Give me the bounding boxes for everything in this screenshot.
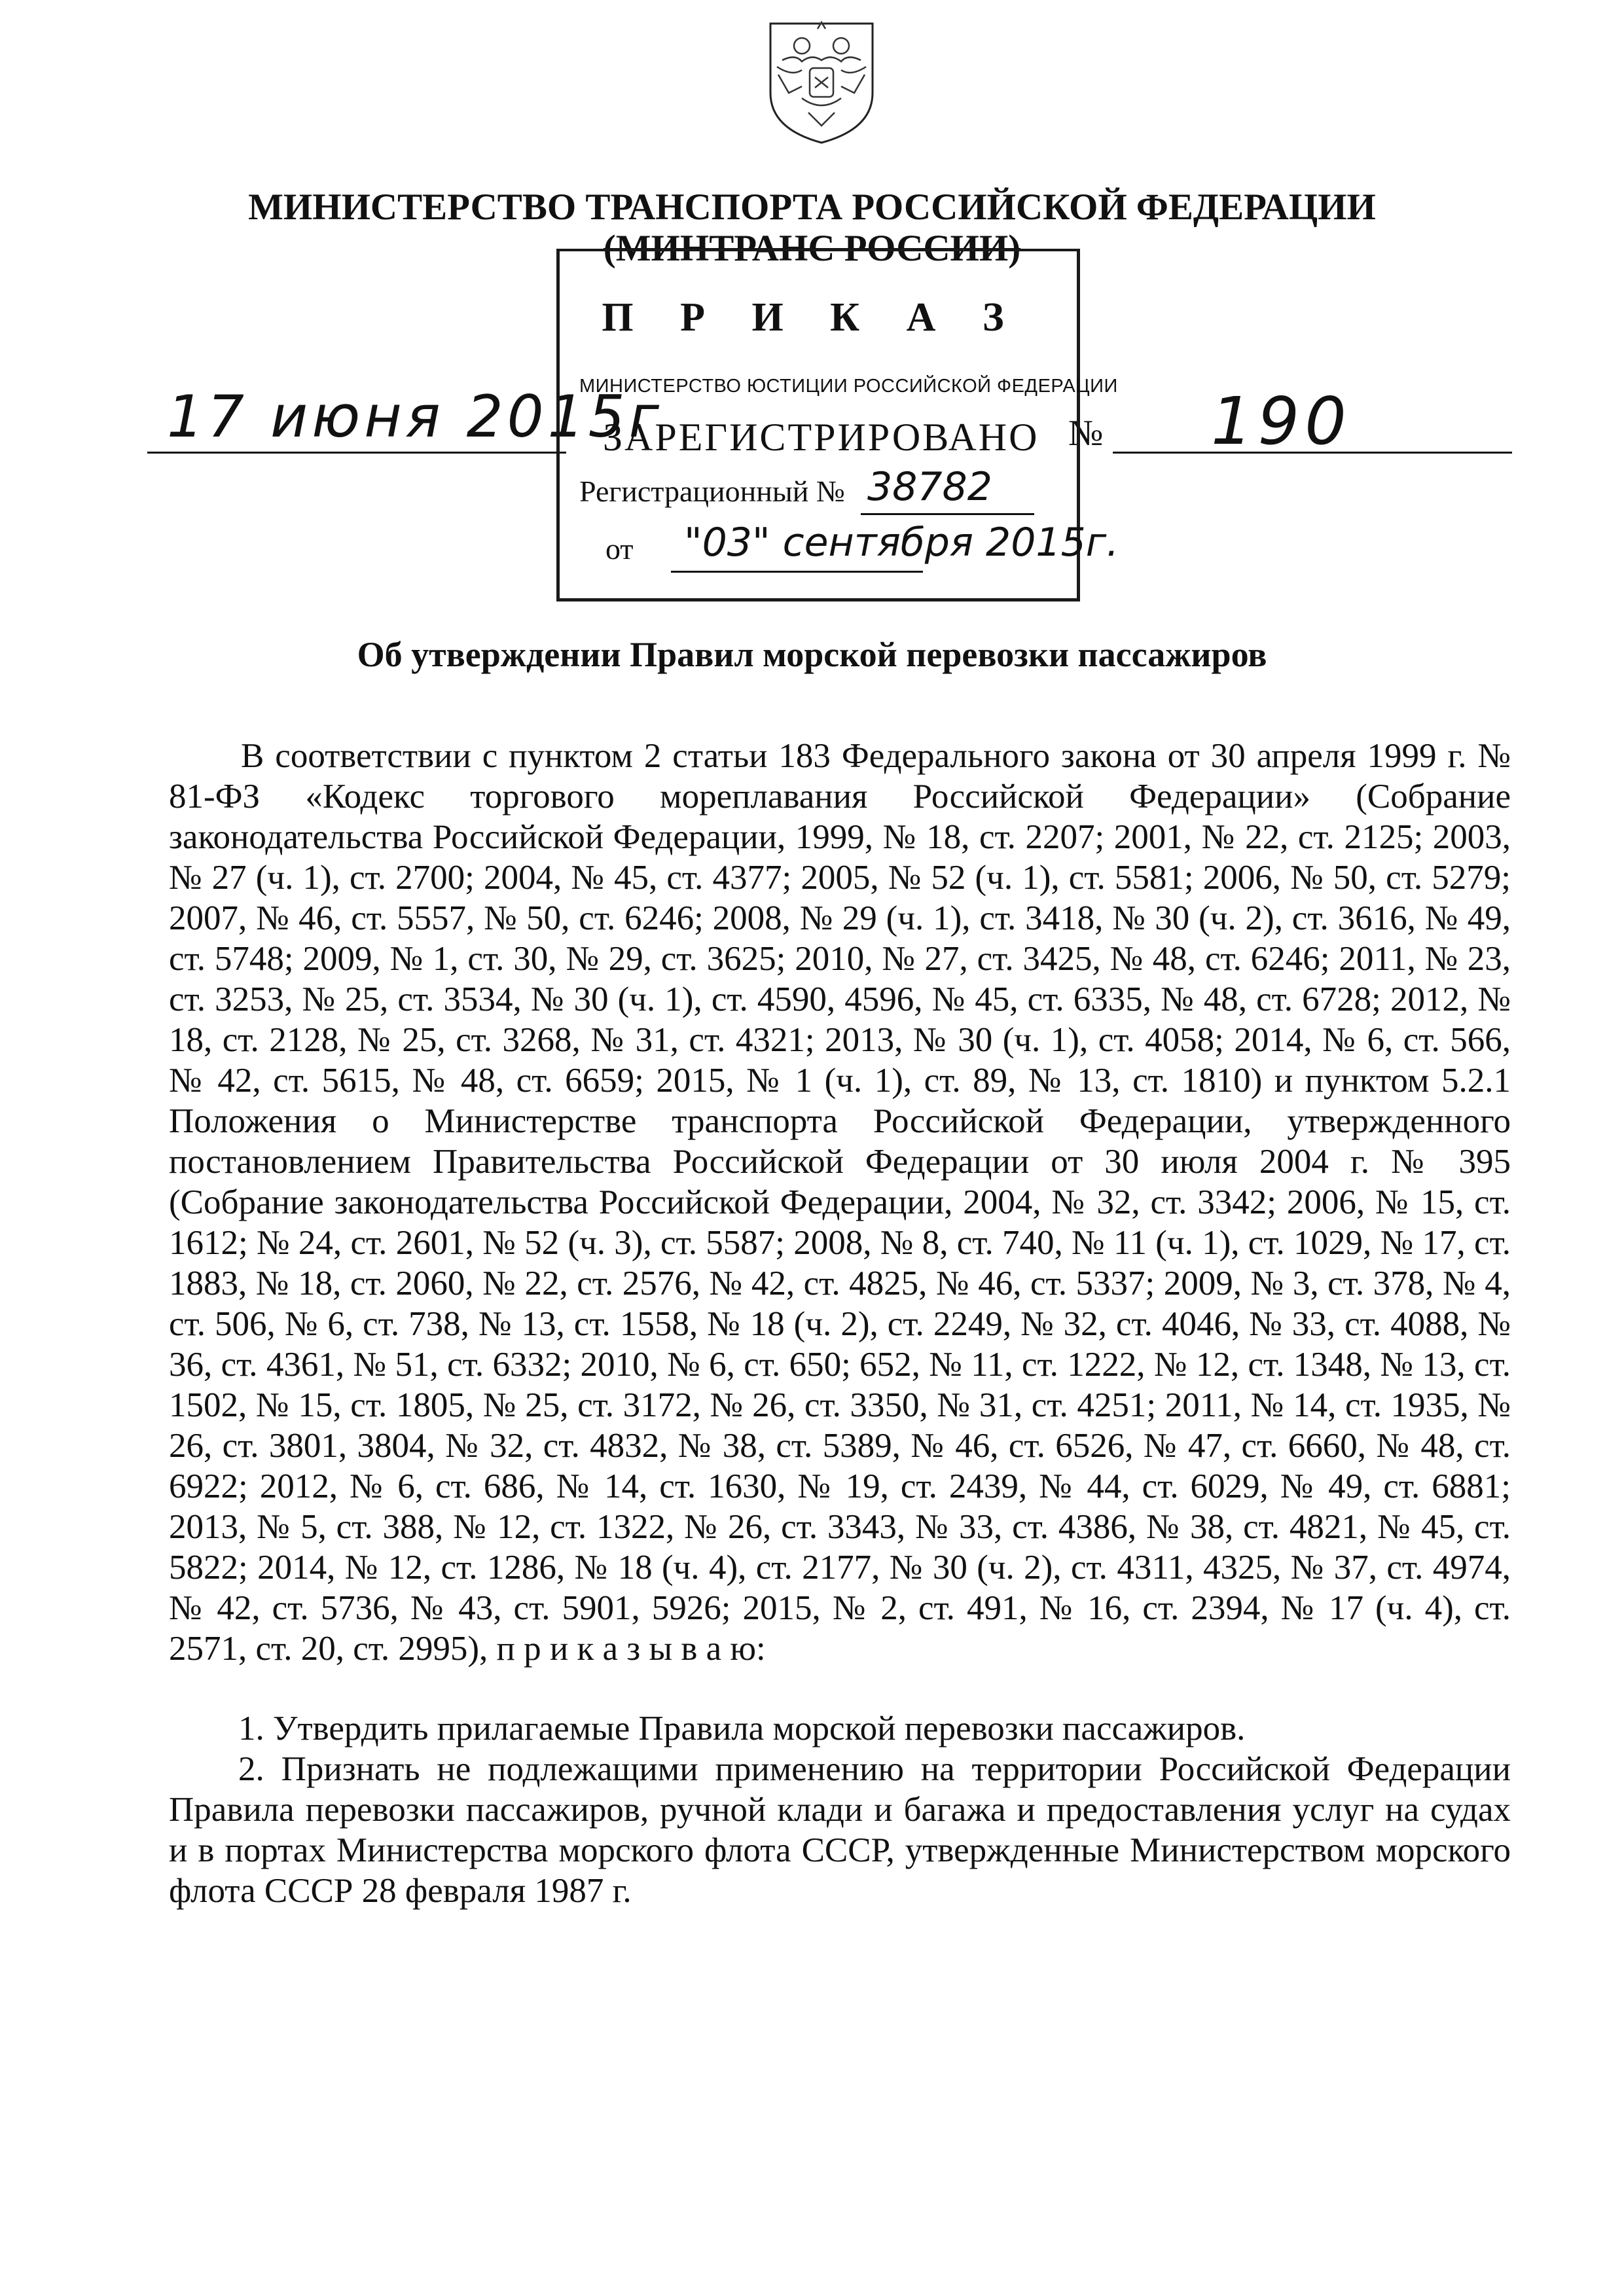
order-number: 190 — [1211, 383, 1352, 459]
stamp-reg-number: 38782 — [867, 464, 992, 510]
stamp-date-underline — [671, 571, 923, 573]
coat-of-arms-icon — [763, 14, 880, 145]
stamp-date: "03" сентября 2015г. — [684, 520, 1119, 565]
document-type: П Р И К А З — [602, 295, 1022, 340]
order-item-2: 2. Признать не подлежащими применению на территории Российской Федерации Правила перевозки пассажиров, ручной клади и багажа и предоставления услуг на судах и в портах Министерства морского флота СССР, утвержденные Министерством морского флота СССР 28 февраля 1987 г. — [169, 1750, 1511, 1910]
stamp-reg-underline — [861, 513, 1034, 515]
registration-stamp — [556, 249, 1119, 601]
stamp-ministry: МИНИСТЕРСТВО ЮСТИЦИИ РОССИЙСКОЙ ФЕДЕРАЦИИ — [579, 376, 1118, 397]
order-date: 17 июня 2015г — [167, 383, 663, 450]
stamp-date-prefix: от — [605, 532, 634, 565]
number-sign: № — [1068, 413, 1104, 454]
order-item-1: 1. Утвердить прилагаемые Правила морской перевозки пассажиров. — [238, 1710, 1246, 1748]
stamp-reg-label: Регистрационный № — [579, 475, 845, 508]
preamble-paragraph: В соответствии с пунктом 2 статьи 183 Федерального закона от 30 апреля 1999 г. № 81-ФЗ «Кодекс торгового мореплавания Российской Федерации» (Собрание законодательства Российской Федерации, 1999, № 18, ст. 2207; 2001, № 22, ст. 2125; 2003, № 27 (ч. 1), ст. 2700; 2004, № 45, ст. 4377; 2005, № 52 (ч. 1), ст. 5581; 2006, № 50, ст. 5279; 2007, № 46, ст. 5557, № 50, ст. 6246; 2008, № 29 (ч. 1), ст. 3418, № 30 (ч. 2), ст. 3616, № 49, ст. 5748; 2009, № 1, ст. 30, № 29, ст. 3625; 2010, № 27, ст. 3425, № 48, ст. 6246; 2011, № 23, ст. 3253, № 25, ст. 3534, № 30 (ч. 1), ст. 4590, 4596, № 45, ст. 6335, № 48, ст. 6728; 2012, № 18, ст. 2128, № 25, ст. 3268, № 31, ст. 4321; 2013, № 30 (ч. 1), ст. 4058; 2014, № 6, ст. 566, № 42, ст. 5615, № 48, ст. 6659; 2015, № 1 (ч. 1), ст. 89, № 13, ст. 1810) и пунктом 5.2.1 Положения о Министерстве транспорта Российской Федерации, утвержденного постановлением Правительства Российской Федерации от 30 июля 2004 г. № 395 (Собрание законодательства Российской Федерации, 2004, № 32, ст. 3342; 2006, № 15, ст. 1612; № 24, ст. 2601, № 52 (ч. 3), ст. 5587; 2008, № 8, ст. 740, № 11 (ч. 1), ст. 1029, № 17, ст. 1883, № 18, ст. 2060, № 22, ст. 2576, № 42, ст. 4825, № 46, ст. 5337; 2009, № 3, ст. 378, № 4, ст. 506, № 6, ст. 738, № 13, ст. 1558, № 18 (ч. 2), ст. 2249, № 32, ст. 4046, № 33, ст. 4088, № 36, ст. 4361, № 51, ст. 6332; 2010, № 6, ст. 650; 652, № 11, ст. 1222, № 12, ст. 1348, № 13, ст. 1502, № 15, ст. 1805, № 25, ст. 3172, № 26, ст. 3350, № 31, ст. 4251; 2011, № 14, ст. 1935, № 26, ст. 3801, 3804, № 32, ст. 4832, № 38, ст. 5389, № 46, ст. 6526, № 47, ст. 6660, № 48, ст. 6922; 2012, № 6, ст. 686, № 14, ст. 1630, № 19, ст. 2439, № 44, ст. 6029, № 49, ст. 6881; 2013, № 5, ст. 388, № 12, ст. 1322, № 26, ст. 3343, № 33, ст. 4386, № 38, ст. 4821, № 45, ст. 5822; 2014, № 12, ст. 1286, № 18 (ч. 4), ст. 2177, № 30 (ч. 2), ст. 4311, 4325, № 37, ст. 4974, № 42, ст. 5736, № 43, ст. 5901, 5926; 2015, № 2, ст. 491, № 16, ст. 2394, № 17 (ч. 4), ст. 2571, ст. 20, ст. 2995), п р и к а з ы в а ю: — [169, 737, 1511, 1668]
ministry-short-name: (МИНТРАНС РОССИИ) — [603, 228, 1021, 269]
document-title: Об утверждении Правил морской перевозки пассажиров — [357, 635, 1267, 674]
ministry-name: МИНИСТЕРСТВО ТРАНСПОРТА РОССИЙСКОЙ ФЕДЕРАЦИИ — [248, 187, 1376, 228]
date-underline — [147, 452, 566, 454]
document-body — [169, 736, 1511, 1911]
stamp-registered: ЗАРЕГИСТРИРОВАНО — [603, 416, 1039, 459]
